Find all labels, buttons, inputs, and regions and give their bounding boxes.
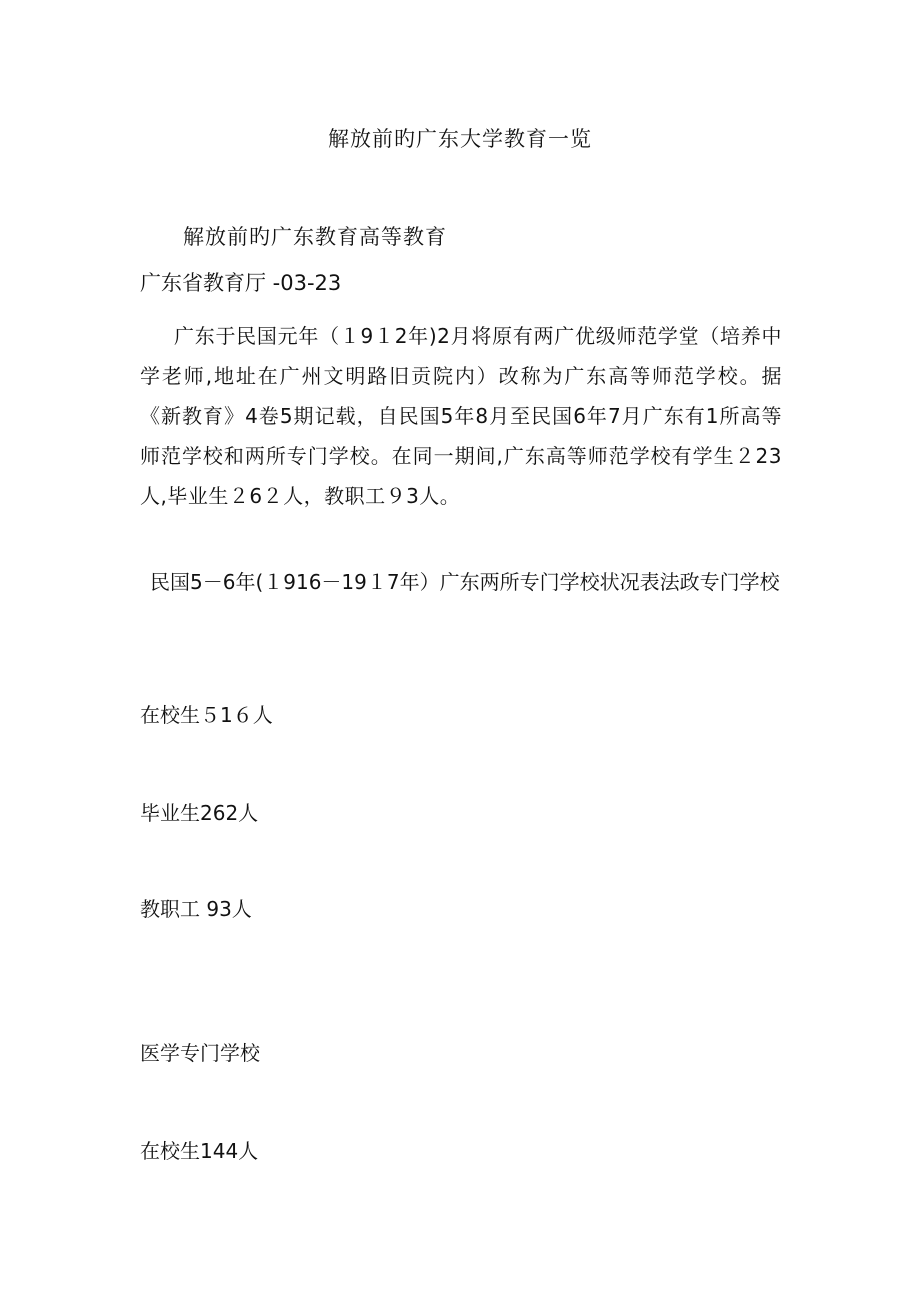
medical-school-students: 在校生144人 [140, 1139, 259, 1163]
law-school-staff: 教职工 93人 [140, 897, 252, 921]
document-title: 解放前旳广东大学教育一览 [328, 127, 592, 151]
medical-school-name: 医学专门学校 [140, 1041, 260, 1065]
body-paragraph: 广东于民国元年（１9１2年)2月将原有两广优级师范学堂（培养中学老师,地址在广州文明路旧贡院内）改称为广东高等师范学校。据《新教育》4卷5期记载，自民国5年8月至民国6年7月广东有1所高等师范学校和两所专门学校。在同一期间,广东高等师范学校有学生２23人,毕业生２6２人，教职工９3人。 [140, 324, 782, 508]
law-school-students: 在校生５1６人 [140, 703, 273, 727]
law-school-graduates: 毕业生262人 [140, 801, 259, 825]
table-caption: 民国5－6年(１916－19１7年）广东两所专门学校状况表法政专门学校 [150, 570, 780, 594]
document-dateline: 广东省教育厅 -03-23 [140, 271, 342, 295]
document-subtitle: 解放前旳广东教育高等教育 [183, 225, 447, 249]
